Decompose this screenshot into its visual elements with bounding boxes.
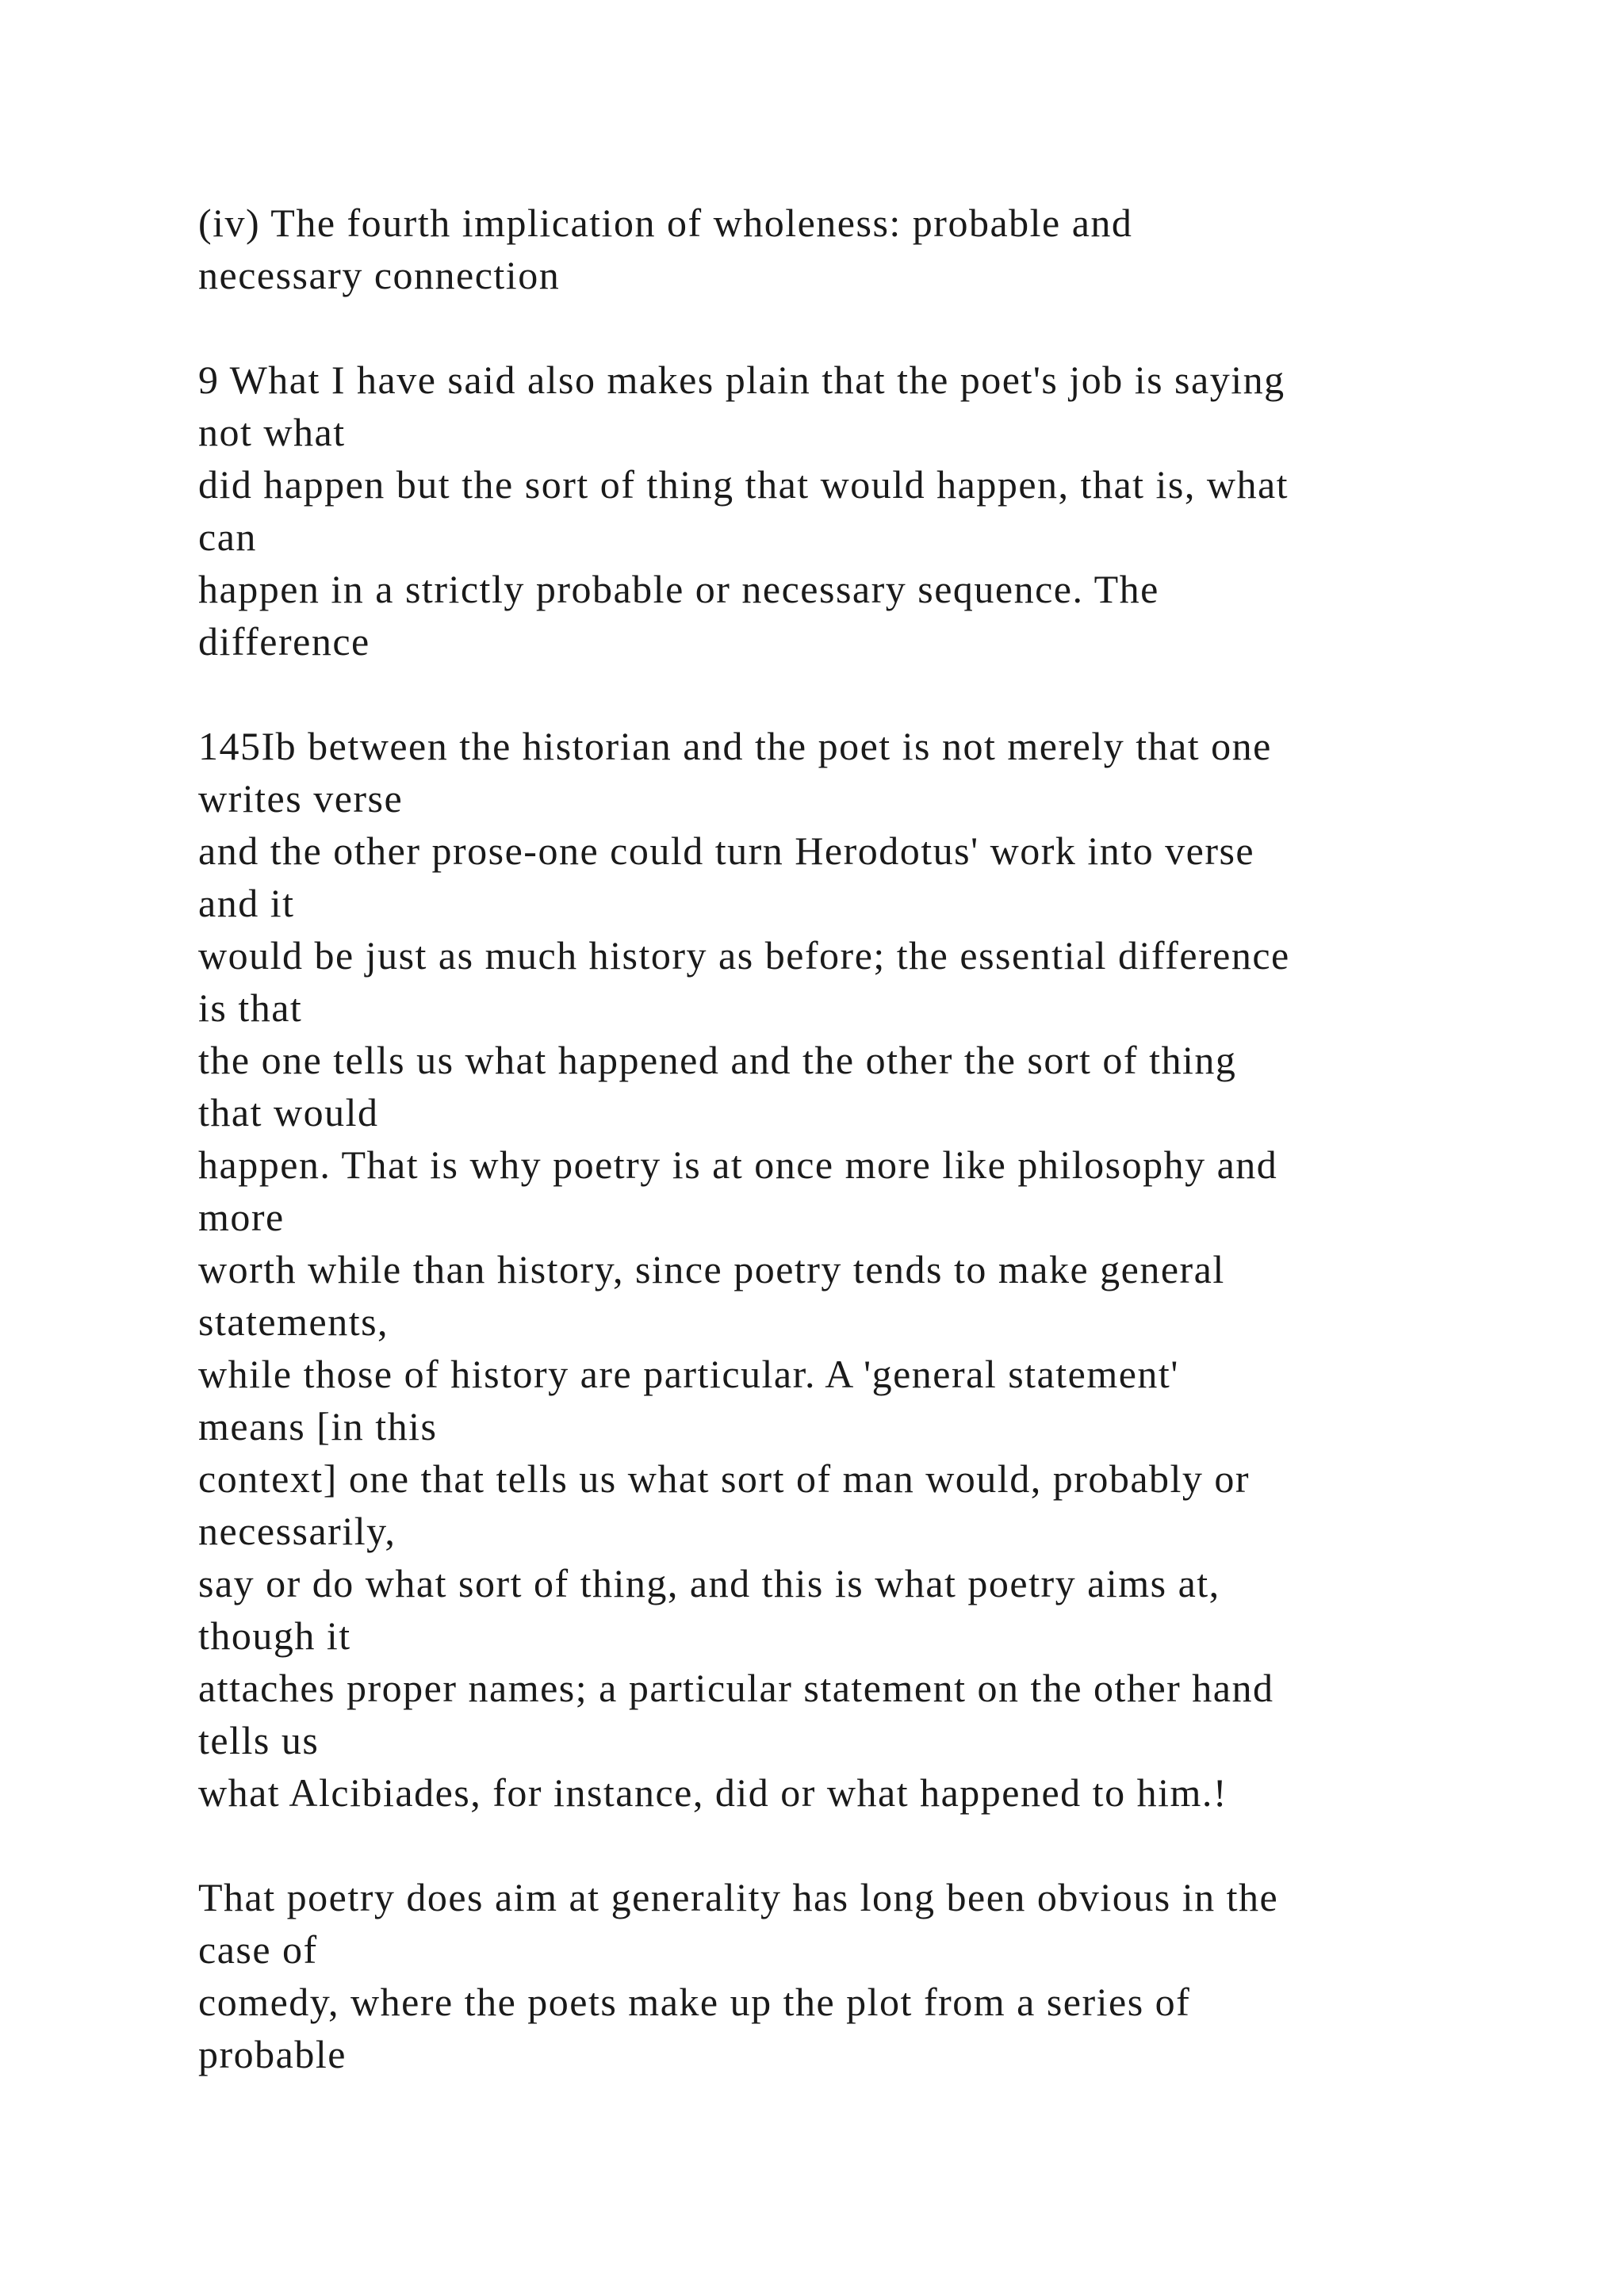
text-line: say or do what sort of thing, and this is what poetry aims at, [198, 1561, 1220, 1605]
text-line: necessary connection [198, 253, 561, 297]
text-line: case of [198, 1927, 318, 1972]
text-line: writes verse [198, 776, 404, 821]
paragraph-gap [198, 301, 1610, 354]
text-line: context] one that tells us what sort of man would, probably or [198, 1456, 1251, 1501]
text-line: happen in a strictly probable or necessary sequence. The [198, 567, 1159, 611]
text-line: what Alcibiades, for instance, did or what happened to him.! [198, 1770, 1228, 1815]
text-line: (iv) The fourth implication of wholeness: probable and [198, 201, 1133, 245]
text-line: though it [198, 1613, 351, 1658]
text-line: not what [198, 410, 346, 454]
text-line: That poetry does aim at generality has long been obvious in the [198, 1875, 1279, 1919]
text-line: worth while than history, since poetry tends to make general [198, 1247, 1225, 1292]
text-line: 9 What I have said also makes plain that the poet's job is saying [198, 358, 1285, 402]
text-line: is that [198, 985, 303, 1030]
text-line: and it [198, 881, 295, 925]
paragraph [198, 720, 1610, 1819]
text-line: tells us [198, 1718, 320, 1762]
paragraph [198, 1871, 1610, 2080]
text-line: comedy, where the poets make up the plot from a series of [198, 1980, 1191, 2024]
paragraph [198, 354, 1610, 668]
text-line: more [198, 1195, 285, 1239]
text-line: that would [198, 1090, 379, 1135]
text-line: attaches proper names; a particular statement on the other hand [198, 1666, 1274, 1710]
section-heading [198, 197, 1610, 301]
paragraph-gap [198, 1819, 1610, 1871]
paragraph-gap [198, 668, 1610, 720]
text-line: and the other prose-one could turn Herodotus' work into verse [198, 828, 1255, 873]
text-line: can [198, 515, 257, 559]
text-line: happen. That is why poetry is at once more like philosophy and [198, 1142, 1278, 1187]
text-line: the one tells us what happened and the other the sort of thing [198, 1038, 1237, 1082]
text-line: while those of history are particular. A 'general statement' [198, 1352, 1179, 1396]
text-line: means [in this [198, 1404, 438, 1448]
text-line: statements, [198, 1299, 389, 1344]
text-line: did happen but the sort of thing that would happen, that is, what [198, 462, 1289, 507]
document-page [198, 197, 1610, 2080]
text-line: 145Ib between the historian and the poet is not merely that one [198, 724, 1272, 768]
text-line: would be just as much history as before; the essential difference [198, 933, 1290, 978]
text-line: probable [198, 2032, 347, 2076]
text-line: necessarily, [198, 1509, 396, 1553]
text-line: difference [198, 619, 370, 664]
